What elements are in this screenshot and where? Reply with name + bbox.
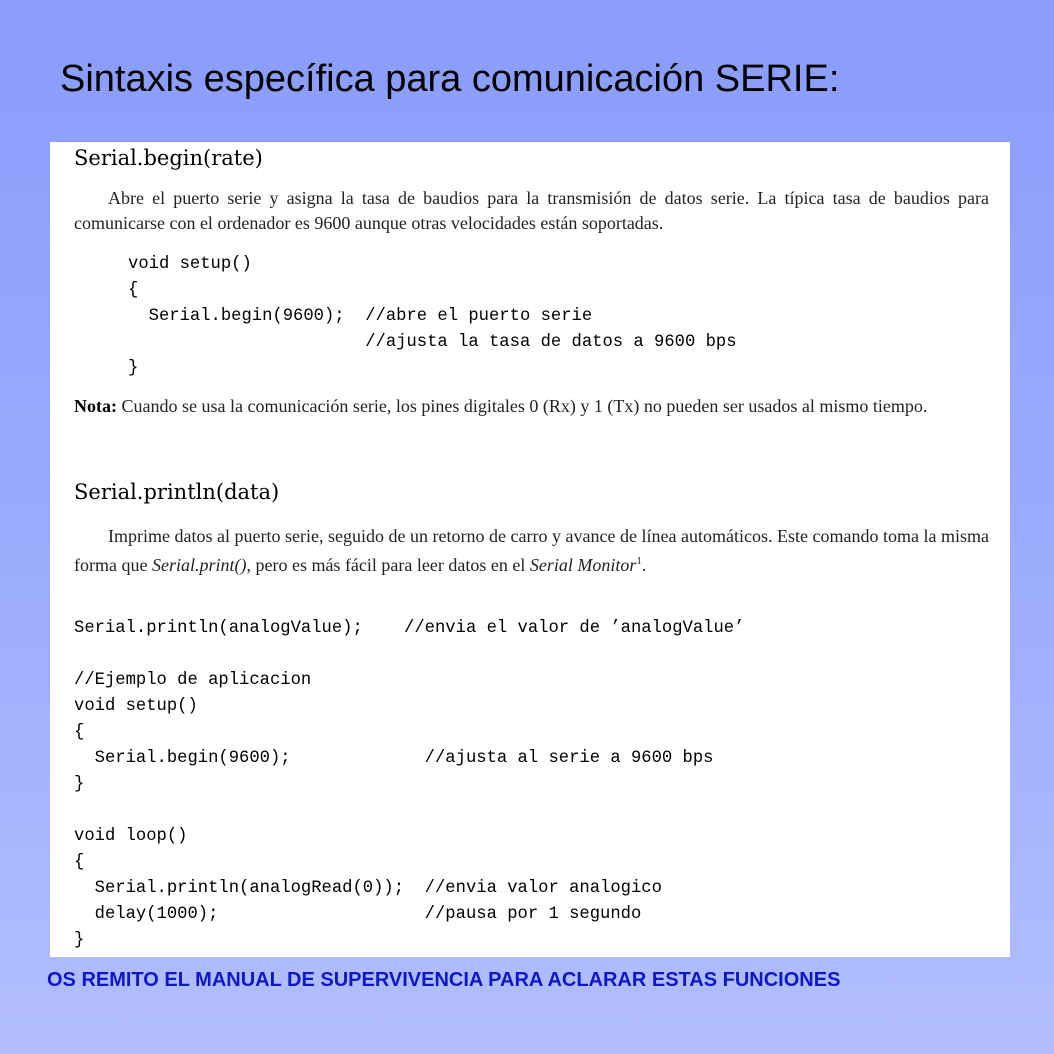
println-desc-part1: Imprime datos al puerto serie, seguido de un retorno de carro y avance de línea automáticos. Este comando toma la misma forma que — [74, 526, 989, 575]
note-text: Cuando se usa la comunicación serie, los pines digitales 0 (Rx) y 1 (Tx) no pueden ser usados al mismo tiempo. — [121, 396, 928, 416]
serial-begin-description — [74, 186, 989, 236]
println-desc-italic1: Serial.print() — [151, 555, 247, 575]
serial-begin-heading: Serial.begin(rate) — [74, 146, 263, 170]
document-page — [50, 142, 1010, 957]
println-desc-italic2: Serial Monitor — [529, 555, 637, 575]
serial-println-code-block: Serial.println(analogValue); //envia el valor de ’analogValue’ //Ejemplo de aplicacion void setup() { Serial.begin(9600); //ajusta al serie a 9600 bps } void loop() { Serial.println(analogRead(0)); //envia valor analogico delay(1000); //pausa por 1 segundo } — [74, 619, 745, 950]
serial-begin-description-text: Abre el puerto serie y asigna la tasa de baudios para la transmisión de datos serie. La típica tasa de baudios para comunicarse con el ordenador es 9600 aunque otras velocidades están soportadas. — [74, 188, 989, 233]
serial-println-description — [74, 524, 989, 578]
println-desc-end: . — [641, 555, 647, 575]
footnote-mark: 1 — [636, 555, 642, 567]
serial-note — [74, 394, 989, 419]
serial-println-heading: Serial.println(data) — [74, 480, 280, 504]
slide-title: Sintaxis específica para comunicación SERIE: — [60, 58, 840, 100]
footer-note: OS REMITO EL MANUAL DE SUPERVIVENCIA PARA ACLARAR ESTAS FUNCIONES — [47, 969, 841, 991]
println-desc-part2: , pero es más fácil para leer datos en el — [246, 555, 526, 575]
note-label: Nota: — [74, 396, 117, 416]
serial-begin-code-block: void setup() { Serial.begin(9600); //abre el puerto serie //ajusta la tasa de datos a 9600 bps } — [128, 255, 737, 378]
